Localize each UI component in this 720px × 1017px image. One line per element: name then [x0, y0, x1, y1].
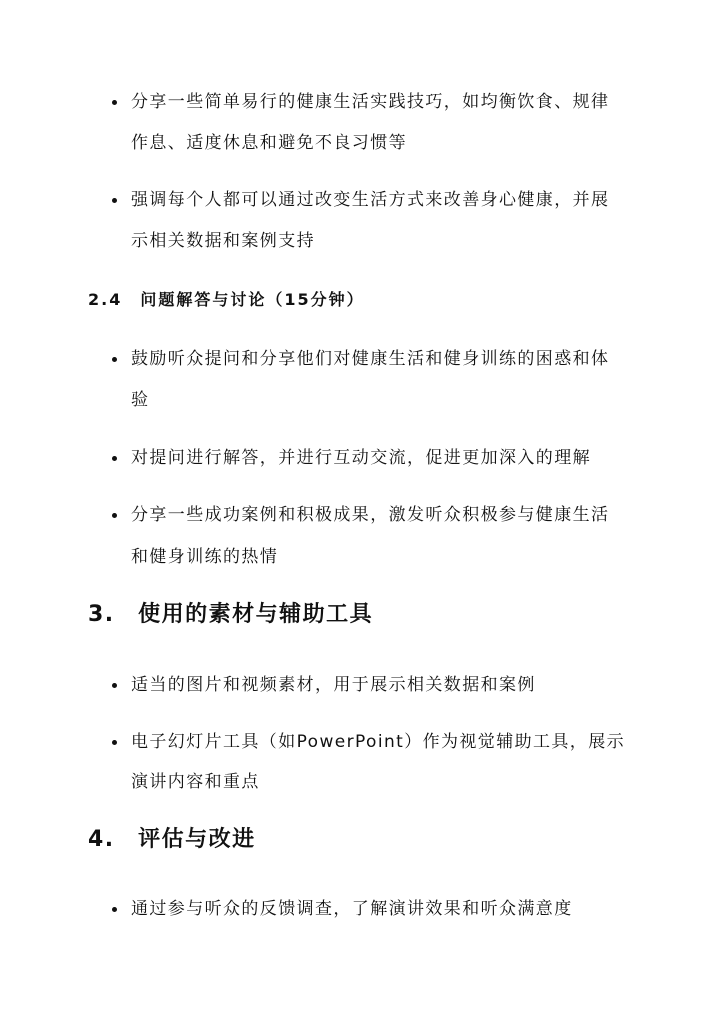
list-item-text: 分享一些成功案例和积极成果，激发听众积极参与健康生活 [131, 505, 610, 525]
list-item-text: 分享一些简单易行的健康生活实践技巧，如均衡饮食、规律 [131, 92, 610, 112]
list-item-text: 验 [131, 390, 150, 410]
bullet-icon [112, 456, 117, 461]
bullet-icon [112, 907, 117, 912]
list-item-text: 强调每个人都可以通过改变生活方式来改善身心健康，并展 [131, 190, 610, 210]
list-item-text: 对提问进行解答，并进行互动交流，促进更加深入的理解 [131, 448, 591, 468]
list-item-text: 通过参与听众的反馈调查，了解演讲效果和听众满意度 [131, 899, 573, 919]
list-item-text: 鼓励听众提问和分享他们对健康生活和健身训练的困惑和体 [131, 349, 610, 369]
list-item-text: 演讲内容和重点 [131, 772, 260, 792]
bullet-icon [112, 100, 117, 105]
bullet-icon [112, 740, 117, 745]
section-heading-4: 4. 评估与改进 [88, 827, 256, 852]
bullet-icon [112, 198, 117, 203]
bullet-icon [112, 357, 117, 362]
list-item-text: 示相关数据和案例支持 [131, 231, 315, 251]
section-heading-2-4: 2.4 问题解答与讨论（15分钟） [88, 290, 365, 309]
list-item-text: 电子幻灯片工具（如PowerPoint）作为视觉辅助工具，展示 [131, 732, 626, 752]
list-item-text: 和健身训练的热情 [131, 547, 279, 567]
section-heading-3: 3. 使用的素材与辅助工具 [88, 602, 374, 627]
list-item-text: 作息、适度休息和避免不良习惯等 [131, 133, 407, 153]
list-item-text: 适当的图片和视频素材，用于展示相关数据和案例 [131, 675, 536, 695]
bullet-icon [112, 513, 117, 518]
bullet-icon [112, 683, 117, 688]
